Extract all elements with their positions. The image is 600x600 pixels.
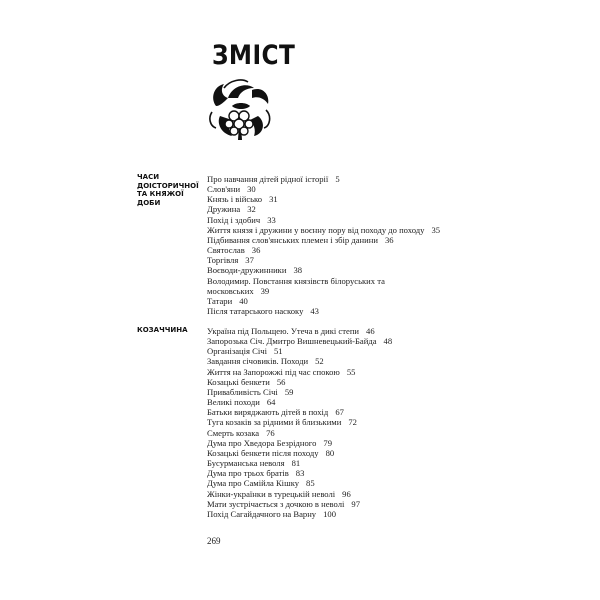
page-title: ЗМІСТ	[212, 40, 296, 71]
toc-entry-title: Похід і здобич	[207, 214, 261, 225]
toc-entry[interactable]	[207, 489, 392, 499]
toc-entry-page: 38	[293, 265, 303, 276]
toc-entry-title: Козацькі бенкети після походу	[207, 447, 319, 458]
toc-entry-page: 36	[384, 234, 394, 245]
toc-entry[interactable]	[207, 356, 392, 366]
section-label-line: ДОБИ	[137, 198, 161, 207]
toc-entry-page: 43	[310, 306, 319, 317]
toc-entry-title: Дружина	[207, 204, 241, 215]
toc-entry-title: Слов'яни	[207, 184, 241, 195]
toc-entry[interactable]	[207, 245, 440, 255]
toc-entry[interactable]	[207, 377, 392, 387]
toc-entry[interactable]	[207, 346, 392, 356]
section-label-cossack-era	[137, 326, 197, 335]
toc-entry-page: 79	[323, 437, 332, 448]
toc-entry-page: 31	[269, 194, 278, 205]
floral-ornament-icon	[206, 76, 274, 142]
toc-entry-title: Привабливість Січі	[207, 386, 278, 397]
toc-entry[interactable]	[207, 174, 440, 184]
toc-entry-page: 67	[335, 407, 344, 418]
toc-entry-title: Татари	[207, 295, 233, 306]
toc-entry[interactable]	[207, 296, 440, 306]
toc-entry-page: 32	[247, 204, 256, 215]
toc-entry-title: Похід Сагайдачного на Варну	[207, 508, 317, 519]
toc-entry-title: Підбивання слов'янських племен і збір данини	[207, 234, 378, 245]
toc-entry-title: Жінки-українки в турецькій неволі	[207, 488, 336, 499]
toc-entry[interactable]	[207, 336, 392, 346]
section-label-line: ДОІСТОРИЧНОЇ	[137, 181, 199, 190]
toc-entry-title: Смерть козака	[207, 427, 260, 438]
toc-entry-page: 40	[239, 295, 248, 306]
toc-entry-title: Володимир. Повстання князівств білоруських та московських	[207, 275, 385, 296]
toc-entry-title: Організація Січі	[207, 346, 267, 357]
toc-entry-title: Про навчання дітей рідної історії	[207, 174, 329, 184]
toc-entry-page: 30	[247, 184, 256, 195]
toc-list-early-history	[207, 174, 440, 316]
toc-entry-title: Мати зустрічається з дочкою в неволі	[207, 498, 345, 509]
toc-entry[interactable]	[207, 468, 392, 478]
toc-entry-page: 100	[323, 508, 336, 519]
toc-entry-page: 51	[273, 346, 283, 357]
section-label-line: ТА КНЯЖОЇ	[137, 190, 184, 199]
toc-entry[interactable]	[207, 458, 392, 468]
toc-entry-title: Батьки виряджають дітей в похід	[207, 407, 329, 418]
toc-entry-page: 37	[245, 255, 254, 266]
toc-entry-page: 55	[346, 366, 356, 377]
toc-entry[interactable]	[207, 204, 440, 214]
toc-entry-page: 96	[342, 488, 351, 499]
toc-entry-title: Дума про Хведора Безрідного	[207, 437, 317, 448]
toc-entry-page: 59	[284, 386, 294, 397]
toc-entry-title: Після татарського наскоку	[207, 306, 304, 317]
toc-entry[interactable]	[207, 499, 392, 509]
toc-entry-page: 81	[291, 458, 301, 469]
toc-entry-title: Україна під Польщею. Утеча в дикі степи	[207, 326, 360, 336]
toc-entry[interactable]	[207, 194, 440, 204]
toc-entry[interactable]	[207, 255, 440, 265]
toc-entry-title: Туга козаків за рідними й близькими	[207, 417, 342, 428]
toc-entry-page: 85	[306, 478, 315, 489]
toc-entry-title: Святослав	[207, 245, 245, 256]
toc-entry[interactable]	[207, 184, 440, 194]
section-label-line: ЧАСИ	[137, 173, 160, 181]
toc-entry[interactable]	[207, 367, 392, 377]
toc-entry-page: 5	[335, 174, 340, 184]
page-number: 269	[207, 536, 221, 546]
toc-entry-page: 64	[266, 397, 276, 408]
toc-entry[interactable]	[207, 276, 407, 296]
toc-entry-title: Життя на Запорожжі під час спокою	[207, 366, 340, 377]
toc-entry-page: 97	[351, 498, 361, 509]
toc-entry[interactable]	[207, 235, 440, 245]
toc-entry[interactable]	[207, 326, 392, 336]
toc-entry-page: 56	[276, 376, 286, 387]
toc-entry-title: Дума про трьох братів	[207, 468, 289, 479]
toc-entry[interactable]	[207, 478, 392, 488]
toc-entry-page: 72	[348, 417, 357, 428]
toc-entry-page: 35	[431, 224, 441, 235]
toc-entry-page: 80	[325, 447, 335, 458]
toc-entry[interactable]	[207, 265, 440, 275]
toc-entry-page: 33	[267, 214, 276, 225]
toc-entry-page: 39	[260, 285, 270, 296]
section-label-early-history	[137, 173, 197, 207]
toc-entry[interactable]	[207, 509, 392, 519]
toc-entry-title: Князь і військо	[207, 194, 263, 205]
toc-entry-page: 76	[266, 427, 275, 438]
toc-entry-title: Бусурманська неволя	[207, 458, 285, 469]
toc-entry-title: Життя князя і дружини у воєнну пору від походу до походу	[207, 224, 425, 235]
toc-entry-page: 52	[315, 356, 324, 367]
toc-entry[interactable]	[207, 448, 392, 458]
toc-entry[interactable]	[207, 438, 392, 448]
toc-entry-page: 36	[251, 245, 261, 256]
section-label-line: КОЗАЧЧИНА	[137, 326, 188, 334]
toc-entry[interactable]	[207, 225, 440, 235]
toc-entry[interactable]	[207, 407, 392, 417]
toc-entry-title: Воєводи-дружинники	[207, 265, 287, 276]
toc-entry[interactable]	[207, 397, 392, 407]
toc-entry-page: 46	[366, 326, 375, 336]
toc-entry[interactable]	[207, 387, 392, 397]
toc-entry-title: Торгівля	[207, 255, 239, 266]
toc-entry[interactable]	[207, 428, 392, 438]
toc-entry-title: Запорозька Січ. Дмитро Вишневецький-Байда	[207, 336, 377, 347]
toc-entry[interactable]	[207, 215, 440, 225]
toc-entry-title: Дума про Самійла Кішку	[207, 478, 300, 489]
toc-entry[interactable]	[207, 417, 392, 427]
toc-entry-title: Великі походи	[207, 397, 260, 408]
toc-entry-page: 48	[383, 336, 393, 347]
toc-entry[interactable]	[207, 306, 440, 316]
toc-entry-page: 83	[295, 468, 305, 479]
toc-entry-title: Завдання січовиків. Походи	[207, 356, 309, 367]
toc-entry-title: Козацькі бенкети	[207, 376, 270, 387]
toc-list-cossack-era	[207, 326, 392, 519]
